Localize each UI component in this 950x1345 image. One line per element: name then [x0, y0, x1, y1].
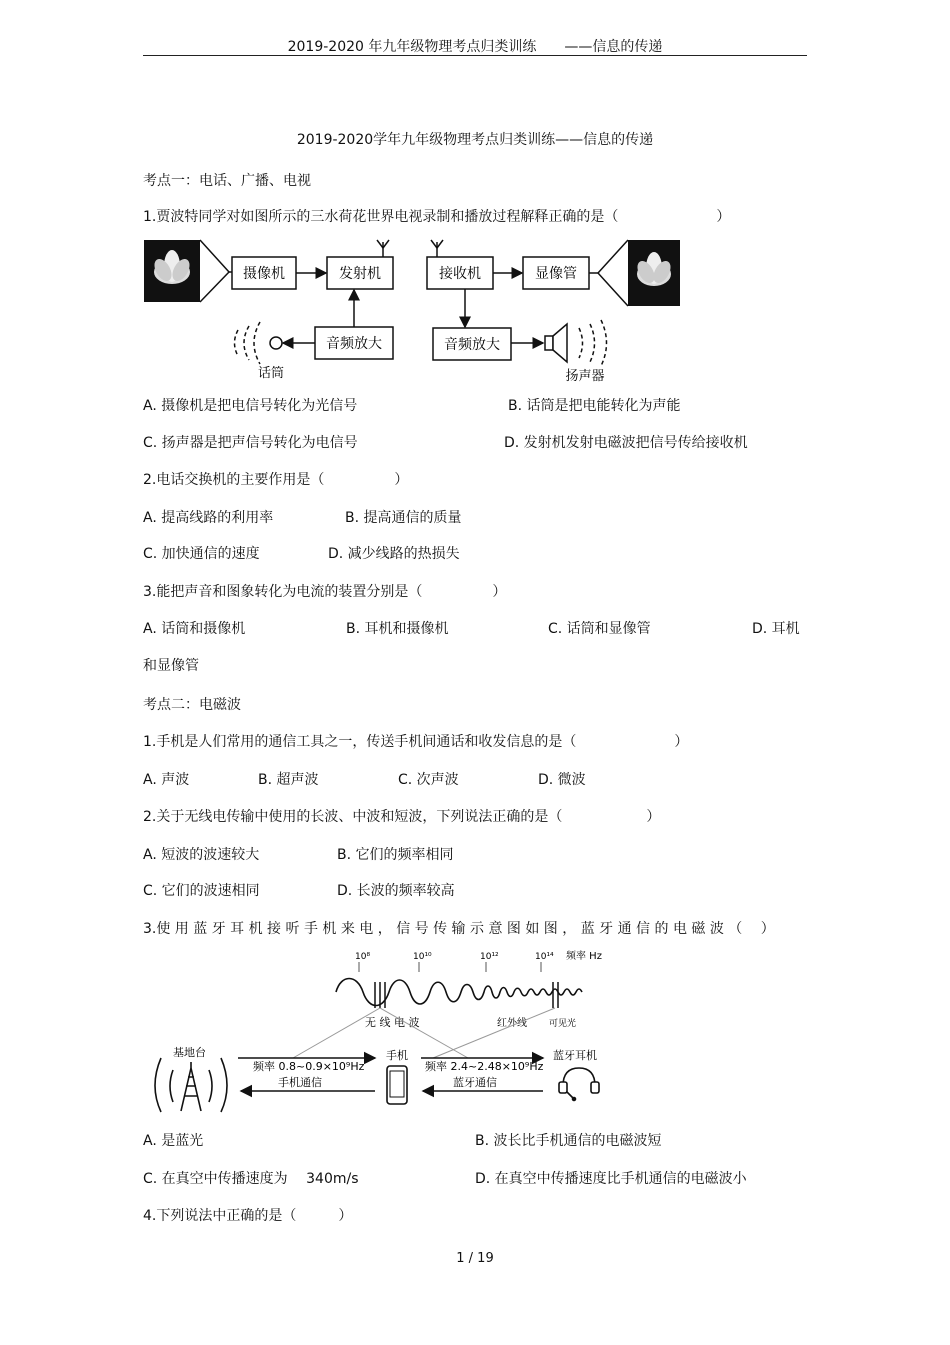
signal-tower-icon: [155, 1058, 227, 1112]
freq-tick-label: 10¹²: [480, 952, 499, 962]
option-c: C. 加快通信的速度: [143, 546, 260, 562]
option-b: B. 它们的频率相同: [337, 847, 454, 863]
question-stem: 1.贾波特同学对如图所示的三水荷花世界电视录制和播放过程解释正确的是（ ）: [143, 209, 731, 225]
phone-icon: [387, 1066, 407, 1104]
option-b: B. 波长比手机通信的电磁波短: [475, 1133, 662, 1149]
option-a: A. 短波的波速较大: [143, 847, 260, 863]
screen-shape: [598, 240, 628, 306]
freq-tick-label: 10⁸: [355, 952, 371, 962]
audio-amp-left-label: 音频放大: [326, 336, 382, 352]
option-c: C. 话筒和显像管: [548, 621, 651, 637]
radio-wave-label: 无 线 电 波: [365, 1016, 420, 1029]
headphone-icon: [559, 1068, 599, 1101]
header-divider: [143, 55, 807, 56]
option-c: C. 在真空中传播速度为 340m/s: [143, 1171, 359, 1187]
antenna-icon: [377, 240, 389, 257]
question-stem: 3.使 用 蓝 牙 耳 机 接 听 手 机 来 电 ， 信 号 传 输 示 意 图 如 图 ， 蓝 牙 通 信 的 电 磁 波 （ ）: [143, 921, 775, 937]
bt-freq-label: 频率 2.4~2.48×10⁹Hz: [425, 1060, 544, 1073]
earphone-label: 蓝牙耳机: [553, 1049, 597, 1062]
page-number: 1 / 19: [456, 1251, 494, 1266]
transmitter-label: 发射机: [339, 266, 381, 282]
bluetooth-signal-diagram: [143, 946, 623, 1116]
option-c: C. 次声波: [398, 772, 459, 788]
lotus-image-right: [628, 240, 680, 306]
display-tube-label: 显像管: [535, 266, 577, 282]
option-b: B. 超声波: [258, 772, 319, 788]
microphone-icon: [270, 337, 282, 349]
phone-comm-label: 手机通信: [278, 1076, 322, 1089]
tick-marks: [359, 962, 541, 972]
em-wave-curve: [336, 979, 582, 1006]
camera-label: 摄像机: [243, 266, 285, 282]
page-header: 2019-2020 年九年级物理考点归类训练 ——信息的传递: [287, 39, 663, 55]
visible-light-label: 可见光: [549, 1019, 577, 1029]
question-stem: 2.电话交换机的主要作用是（ ）: [143, 472, 409, 488]
camera-lens-shape: [200, 240, 229, 302]
phone-freq-label: 频率 0.8~0.9×10⁹Hz: [253, 1060, 365, 1073]
option-a: A. 话筒和摄像机: [143, 621, 246, 637]
option-a: A. 声波: [143, 772, 190, 788]
option-b: B. 提高通信的质量: [345, 510, 462, 526]
option-a: A. 摄像机是把电信号转化为光信号: [143, 398, 358, 414]
base-station-label: 基地台: [173, 1046, 206, 1059]
lotus-image-left: [144, 240, 200, 302]
section-heading-2: 考点二：电磁波: [143, 697, 241, 713]
question-stem: 1.手机是人们常用的通信工具之一，传送手机间通话和收发信息的是（ ）: [143, 734, 689, 750]
option-b: B. 耳机和摄像机: [346, 621, 449, 637]
freq-tick-label: 10¹⁰: [413, 952, 432, 962]
option-a: A. 提高线路的利用率: [143, 510, 274, 526]
speaker-icon: [545, 324, 567, 362]
pointer-line: [433, 1008, 555, 1058]
option-b: B. 话筒是把电能转化为声能: [508, 398, 681, 414]
question-stem: 2.关于无线电传输中使用的长波、中波和短波，下列说法正确的是（ ）: [143, 809, 661, 825]
phone-label: 手机: [386, 1049, 408, 1062]
sound-waves-icon: [579, 320, 607, 366]
option-d: D. 发射机发射电磁波把信号传给接收机: [504, 435, 748, 451]
receiver-label: 接收机: [439, 266, 481, 282]
option-d: D. 微波: [538, 772, 586, 788]
pointer-line: [293, 1008, 380, 1058]
option-c: C. 它们的波速相同: [143, 883, 260, 899]
infrared-label: 红外线: [497, 1018, 527, 1029]
microphone-label: 话筒: [257, 366, 285, 381]
option-c: C. 扬声器是把声信号转化为电信号: [143, 435, 358, 451]
section-heading-1: 考点一：电话、广播、电视: [143, 173, 311, 189]
option-d: D. 减少线路的热损失: [328, 546, 460, 562]
audio-amp-right-label: 音频放大: [444, 337, 500, 353]
sound-waves-icon: [235, 322, 261, 364]
tv-broadcast-diagram: [143, 236, 683, 386]
question-stem: 3.能把声音和图象转化为电流的装置分别是（ ）: [143, 584, 507, 600]
band-markers: [375, 982, 558, 1008]
option-d: D. 耳机: [752, 621, 800, 637]
option-a: A. 是蓝光: [143, 1133, 204, 1149]
bt-comm-label: 蓝牙通信: [453, 1076, 497, 1089]
option-d-continued: 和显像管: [143, 658, 199, 674]
freq-unit-label: 频率 Hz: [566, 951, 602, 962]
speaker-label: 扬声器: [565, 369, 605, 384]
document-title: 2019-2020学年九年级物理考点归类训练——信息的传递: [296, 132, 654, 148]
antenna-icon: [431, 240, 443, 257]
option-d: D. 在真空中传播速度比手机通信的电磁波小: [475, 1171, 747, 1187]
option-d: D. 长波的频率较高: [337, 883, 455, 899]
freq-tick-label: 10¹⁴: [535, 952, 554, 962]
question-stem: 4.下列说法中正确的是（ ）: [143, 1208, 353, 1224]
